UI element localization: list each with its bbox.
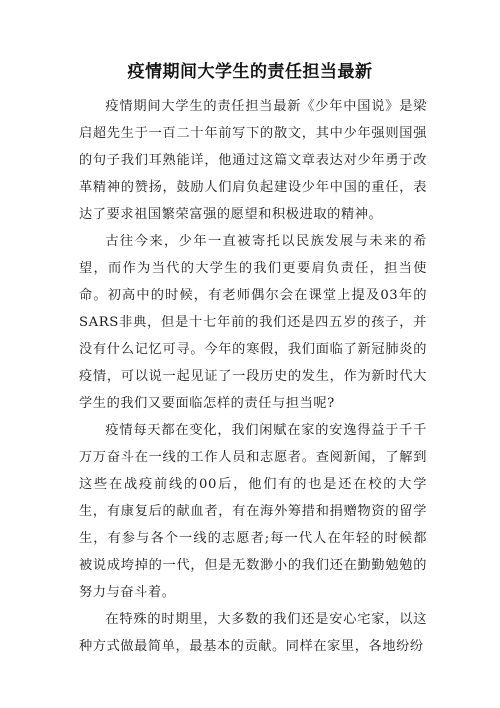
document-body: [79, 93, 427, 660]
paragraph-4: 在特殊的时期里，大多数的我们还是安心宅家，以这种方式做最简单，最基本的贡献。同样在家里，各地纷纷: [79, 612, 427, 654]
paragraph-1: 疫情期间大学生的责任担当最新《少年中国说》是梁启超先生于一百二十年前写下的散文，其中少年强则国强的句子我们耳熟能详，他通过这篇文章表达对少年勇于改革精神的赞扬，鼓励人们肩负起建设少年中国的重任，表达了要求祖国繁荣富强的愿望和积极进取的精神。: [79, 99, 427, 222]
paragraph-2: 古往今来，少年一直被寄托以民族发展与未来的希望，而作为当代的大学生的我们更要肩负责任，担当使命。初高中的时候，有老师偶尔会在课堂上提及03年的SARS非典，但是十七年前的我们还是四五岁的孩子，并没有什么记忆可寻。今年的寒假，我们面临了新冠肺炎的疫情，可以说一起见证了一段历史的发生，作为新时代大学生的我们又要面临怎样的责任与担当呢?: [79, 234, 427, 411]
paragraph-3: 疫情每天都在变化，我们闲赋在家的安逸得益于千千万万奋斗在一线的工作人员和志愿者。查阅新闻，了解到这些在战疫前线的00后，他们有的也是还在校的大学生，有康复后的献血者，有在海外筹措和捐赠物资的留学生，有参与各个一线的志愿者;每一代人在年轻的时候都被说成垮掉的一代，但是无数渺小的我们还在勤勤勉勉的努力与奋斗着。: [79, 423, 427, 600]
document-title: 疫情期间大学生的责任担当最新: [127, 62, 373, 82]
